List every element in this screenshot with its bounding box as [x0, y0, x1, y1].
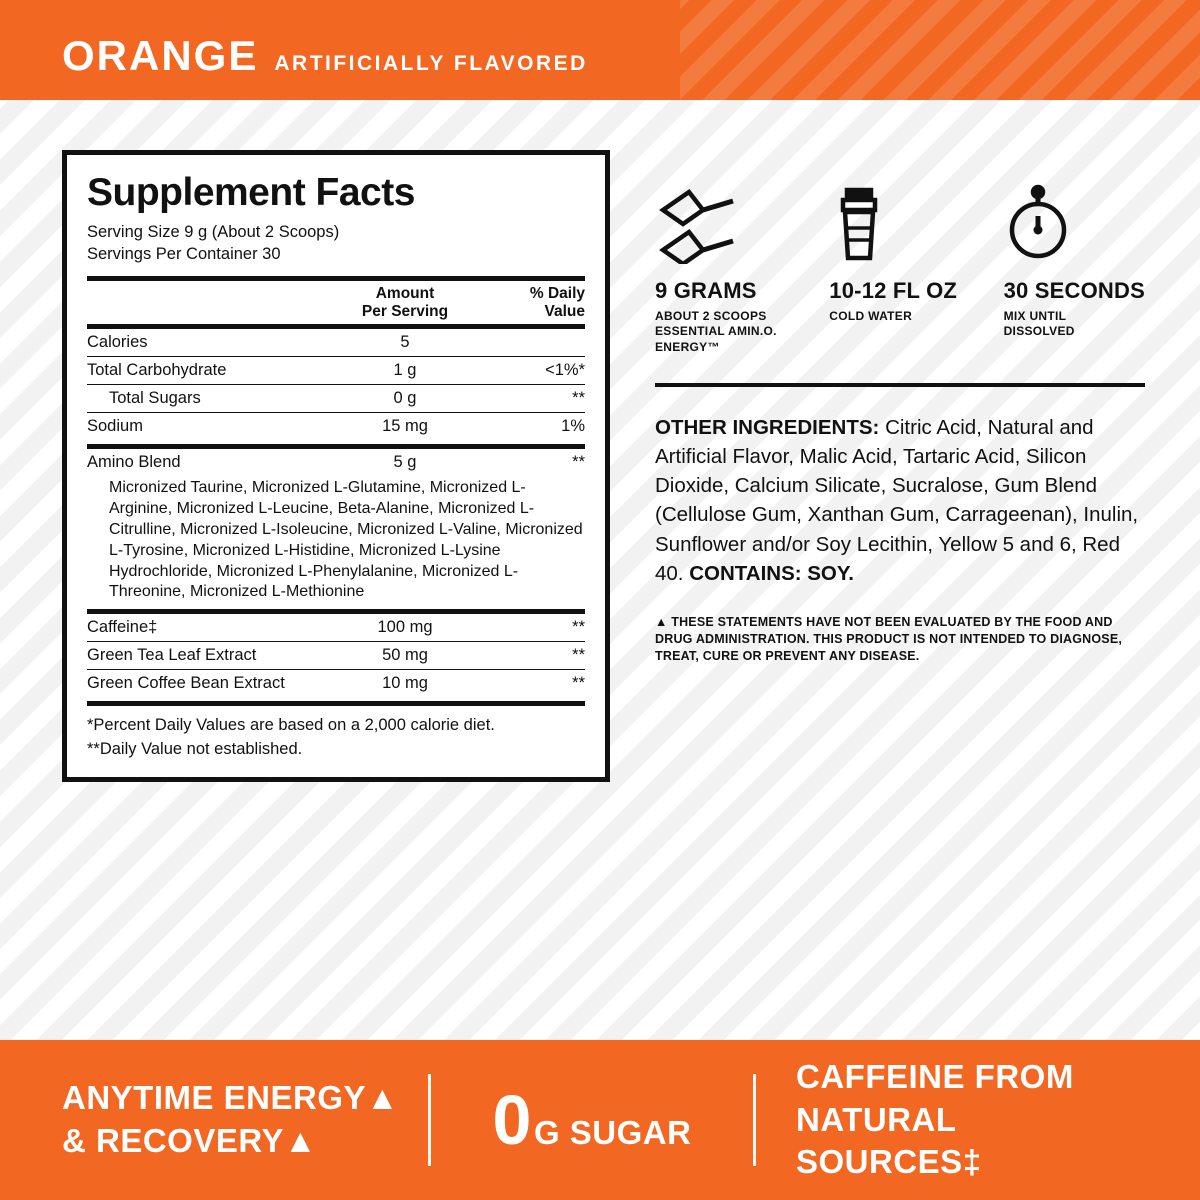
footer-claim-energy	[62, 1077, 422, 1163]
nutrient-dv	[480, 329, 585, 357]
footer-sugar-number: 0	[492, 1080, 532, 1159]
nutrient-name: Total Sugars	[109, 389, 201, 408]
flavor-note: ARTIFICIALLY FLAVORED	[274, 52, 588, 75]
additional-ingredient-rows	[87, 614, 585, 697]
header-dv-line1: % Daily	[529, 284, 585, 302]
nutrient-name: Green Coffee Bean Extract	[87, 674, 285, 693]
nutrient-dv: **	[572, 618, 585, 637]
table-row	[87, 413, 585, 441]
other-ingredients	[655, 413, 1145, 588]
nutrient-amount: 1 g	[393, 361, 417, 380]
nutrient-name: Sodium	[87, 417, 143, 436]
direction-item-water	[829, 186, 963, 355]
amino-blend-row	[87, 449, 585, 476]
nutrient-amount: 100 mg	[377, 618, 433, 637]
footer-claims	[0, 1056, 1200, 1185]
header-amount-line1: Amount	[375, 284, 435, 302]
table-row	[87, 614, 585, 642]
header-blank	[87, 281, 330, 325]
footnote-percent-dv: *Percent Daily Values are based on a 2,000 calorie diet.	[87, 716, 495, 735]
footer-claim-sugar	[437, 1080, 747, 1159]
footer-bar	[0, 1040, 1200, 1200]
flavor-heading	[62, 32, 588, 80]
nutrient-name: Total Carbohydrate	[87, 361, 227, 380]
direction-detail-line: ESSENTIAL AMIN.O.	[655, 324, 777, 339]
nutrient-dv: **	[572, 389, 585, 408]
contains-allergens: CONTAINS: SOY.	[689, 561, 854, 585]
direction-detail-line: MIX UNTIL	[1003, 309, 1067, 323]
nutrient-dv: **	[572, 674, 585, 693]
supplement-facts-table	[87, 281, 585, 325]
footnote-dv-not-established: **Daily Value not established.	[87, 739, 303, 758]
direction-detail-line: ENERGY™	[655, 339, 720, 354]
table-row	[87, 670, 585, 698]
header-amount	[330, 281, 480, 325]
amino-blend-ingredients: Micronized Taurine, Micronized L-Glutamine, Micronized L-Arginine, Micronized L-Leucine, Beta-Alanine, Micronized L-Citrulline, Micronized L-Isoleucine, Micronized L-Valine, Micronized L-Tyrosine, Micronized L-Histidine, Micronized L-Lysine Hydrochloride, Micronized L-Phenylalanine, Micronized L-Threonine, Micronized L-Methionine	[109, 479, 583, 601]
table-row	[87, 449, 585, 476]
table-row	[87, 642, 585, 670]
header-dv-line2: Value	[544, 302, 585, 320]
direction-detail	[655, 309, 789, 355]
supplement-facts-title: Supplement Facts	[87, 171, 415, 214]
footer-divider	[428, 1074, 431, 1166]
direction-detail-line: COLD WATER	[829, 309, 913, 323]
header-stripe-pattern	[680, 0, 1200, 100]
supplement-facts-panel	[62, 150, 610, 782]
footer-claim-energy-line2: & RECOVERY▲	[62, 1121, 318, 1159]
nutrient-amount: 50 mg	[382, 646, 428, 665]
nutrient-dv: **	[572, 646, 585, 665]
table-header-row	[87, 281, 585, 325]
direction-headline: 9 GRAMS	[655, 278, 757, 303]
nutrient-name: Green Tea Leaf Extract	[87, 646, 257, 665]
serving-size: Serving Size 9 g (About 2 Scoops)	[87, 222, 340, 241]
directions-row	[655, 186, 1145, 355]
direction-headline: 10-12 FL OZ	[829, 278, 958, 303]
direction-detail	[829, 309, 963, 324]
nutrient-dv: 1%	[561, 417, 585, 436]
table-row	[87, 357, 585, 385]
direction-detail	[1004, 309, 1145, 340]
stopwatch-icon	[1004, 186, 1145, 264]
header-daily-value	[480, 281, 585, 325]
nutrient-dv: <1%*	[545, 361, 585, 380]
nutrient-name: Calories	[87, 333, 148, 352]
flavor-name: ORANGE	[62, 32, 259, 79]
footer-claim-caffeine	[762, 1056, 1138, 1185]
direction-item-time	[1004, 186, 1145, 355]
other-ingredients-label: OTHER INGREDIENTS:	[655, 416, 880, 440]
nutrient-rows	[87, 329, 585, 440]
blend-amount: 5 g	[393, 453, 417, 472]
direction-detail-line: ABOUT 2 SCOOPS	[655, 309, 767, 323]
direction-detail-line: DISSOLVED	[1003, 324, 1075, 339]
shaker-bottle-icon	[829, 186, 963, 264]
footer-claim-caffeine-line1: CAFFEINE FROM	[796, 1057, 1074, 1095]
nutrient-amount: 10 mg	[382, 674, 428, 693]
other-ingredients-body: Citric Acid, Natural and Artificial Flavor, Malic Acid, Tartaric Acid, Silicon Dioxide, Calcium Silicate, Sucralose, Gum Blend (Cellulose Gum, Xanthan Gum, Carrageenan), Inulin, Sunflower and/or Soy Lecithin, Yellow 5 and 6, Red 40.	[655, 416, 1139, 585]
directions-and-ingredients	[655, 186, 1145, 665]
footer-divider	[753, 1074, 756, 1166]
footer-sugar-text: G SUGAR	[533, 1113, 692, 1151]
nutrient-amount: 5	[400, 333, 410, 352]
section-divider	[655, 383, 1145, 387]
scoops-icon	[655, 186, 789, 264]
servings-per-container: Servings Per Container 30	[87, 244, 281, 263]
blend-name: Amino Blend	[87, 453, 181, 472]
nutrient-amount: 15 mg	[382, 417, 428, 436]
blend-dv: **	[572, 453, 585, 472]
direction-item-scoops	[655, 186, 789, 355]
nutrient-name: Caffeine‡	[87, 618, 158, 637]
nutrient-amount: 0 g	[393, 389, 417, 408]
table-row	[87, 385, 585, 413]
footer-claim-caffeine-line2: NATURAL SOURCES‡	[796, 1100, 982, 1181]
table-row	[87, 329, 585, 357]
fda-disclaimer: ▲ THESE STATEMENTS HAVE NOT BEEN EVALUATED BY THE FOOD AND DRUG ADMINISTRATION. THIS PRODUCT IS NOT INTENDED TO DIAGNOSE, TREAT, CURE OR PREVENT ANY DISEASE.	[655, 614, 1123, 664]
header-amount-line2: Per Serving	[361, 302, 449, 320]
direction-headline: 30 SECONDS	[1003, 278, 1145, 303]
header-bar	[0, 0, 1200, 100]
footer-claim-energy-line1: ANYTIME ENERGY▲	[62, 1079, 400, 1117]
